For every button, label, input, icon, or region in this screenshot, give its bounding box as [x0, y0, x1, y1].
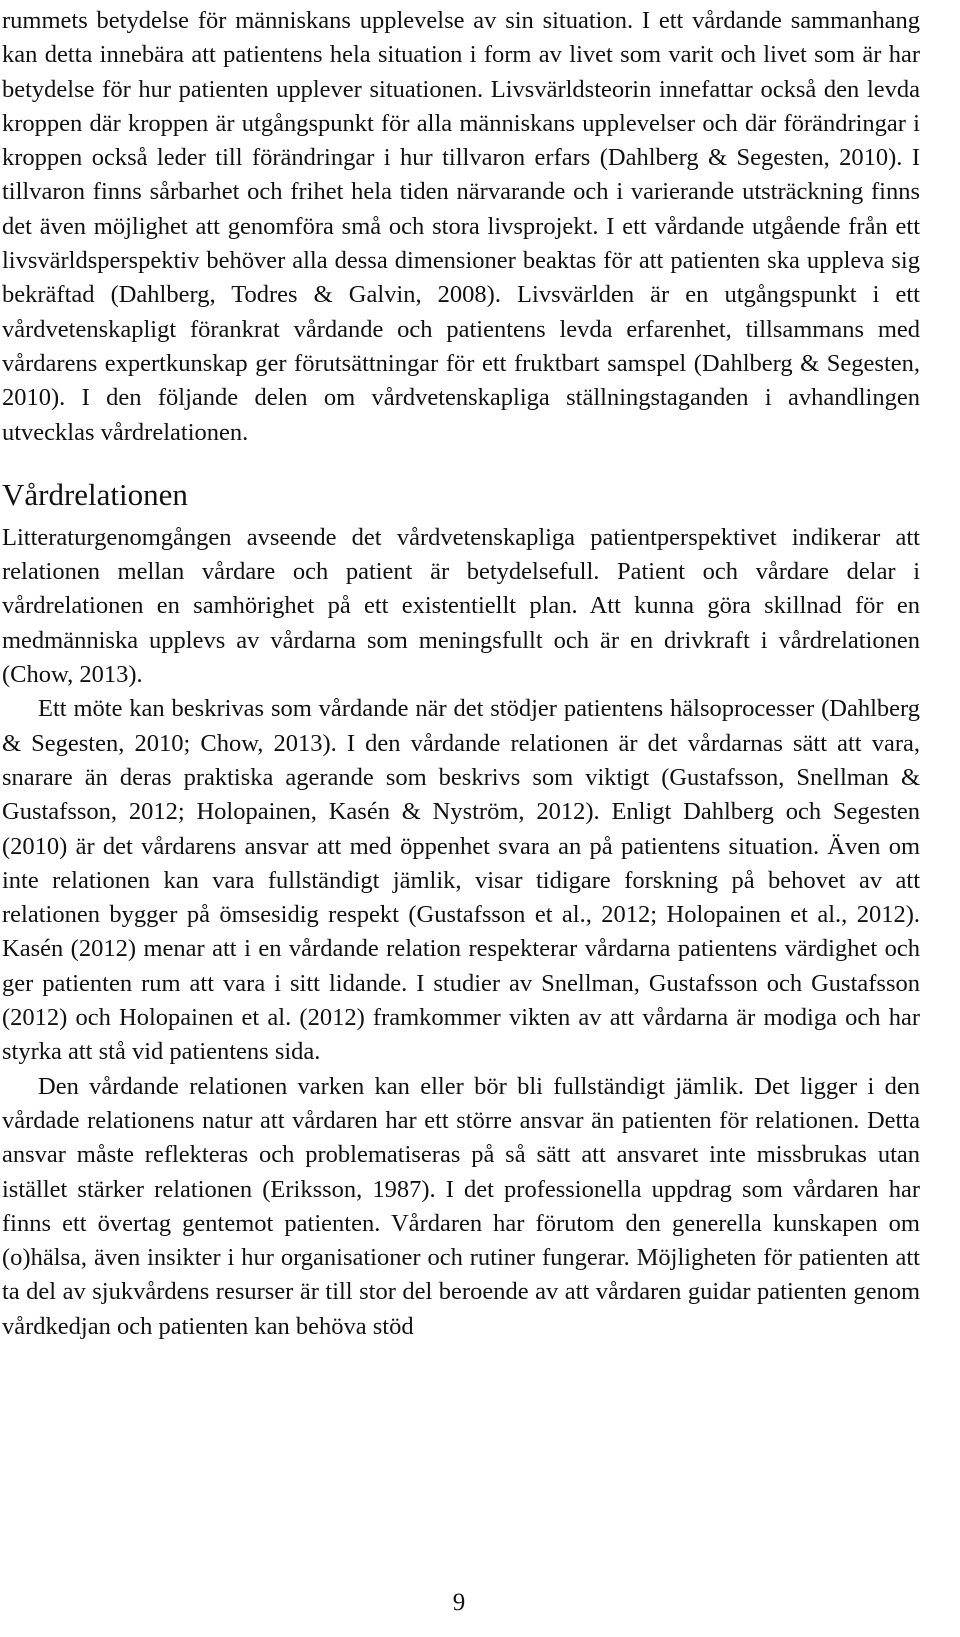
- page-number: 9: [452, 1589, 466, 1616]
- body-paragraph: Ett möte kan beskrivas som vårdande när det stödjer patientens hälsoprocesser (Dahlberg & Segesten, 2010; Chow, 2013). I den vårdande relationen är det vårdarnas sätt att vara, snarare än deras praktiska agerande som beskrivs som viktigt (Gustafsson, Snellman & Gustafsson, 2012; Holopainen, Kasén & Nyström, 2012). Enligt Dahlberg och Segesten (2010) är det vårdarens ansvar att med öppenhet svara an på patientens situation. Även om inte relationen kan vara fullständigt jämlik, visar tidigare forskning på behovet av att relationen bygger på ömsesidig respekt (Gustafsson et al., 2012; Holopainen et al., 2012). Kasén (2012) menar att i en vårdande relation respekterar vårdarna patientens värdighet och ger patienten rum att vara i sitt lidande. I studier av Snellman, Gustafsson och Gustafsson (2012) och Holopainen et al. (2012) framkommer vikten av att vårdarna är modiga och har styrka att stå vid patientens sida.: [2, 695, 920, 1066]
- body-paragraph: Litteraturgenomgången avseende det vårdvetenskapliga patientperspektivet indikerar att relationen mellan vårdare och patient är betydelsefull. Patient och vårdare delar i vårdrelationen en samhörighet på ett existentiellt plan. Att kunna göra skillnad för en medmänniska upplevs av vårdarna som meningsfullt och är en drivkraft i vårdrelationen (Chow, 2013).: [2, 523, 920, 689]
- body-paragraph: rummets betydelse för människans upplevelse av sin situation. I ett vårdande sammanhang kan detta innebära att patientens hela situation i form av livet som varit och livet som är har betydelse för hur patienten upplever situationen. Livsvärldsteorin innefattar också den levda kroppen där kroppen är utgångspunkt för alla människans upplevelser och där förändringar i kroppen också leder till förändringar i hur tillvaron erfars (Dahlberg & Segesten, 2010). I tillvaron finns sårbarhet och frihet hela tiden närvarande och i varierande utsträckning finns det även möjlighet att genomföra små och stora livsprojekt. I ett vårdande utgående från ett livsvärldsperspektiv behöver alla dessa dimensioner beaktas för att patienten ska uppleva sig bekräftad (Dahlberg, Todres & Galvin, 2008). Livsvärlden är en utgångspunkt i ett vårdvetenskapligt förankrat vårdande och patientens levda erfarenhet, tillsammans med vårdarens expertkunskap ger förutsättningar för ett fruktbart samspel (Dahlberg & Segesten, 2010). I den följande delen om vårdvetenskapliga ställningstaganden i avhandlingen utvecklas vårdrelationen.: [2, 7, 920, 446]
- body-paragraph: Den vårdande relationen varken kan eller bör bli fullständigt jämlik. Det ligger i den vårdade relationens natur att vårdaren har ett större ansvar än patienten för relationen. Detta ansvar måste reflekteras och problematiseras på så sätt att ansvaret inte missbrukas utan istället stärker relationen (Eriksson, 1987). I det professionella uppdrag som vårdaren har finns ett övertag gentemot patienten. Vårdaren har förutom den generella kunskapen om (o)hälsa, även insikter i hur organisationer och rutiner fungerar. Möjligheten för patienten att ta del av sjukvårdens resurser är till stor del beroende av att vårdaren guidar patienten genom vårdkedjan och patienten kan behöva stöd: [2, 1072, 920, 1340]
- section-heading: Vårdrelationen: [2, 476, 188, 512]
